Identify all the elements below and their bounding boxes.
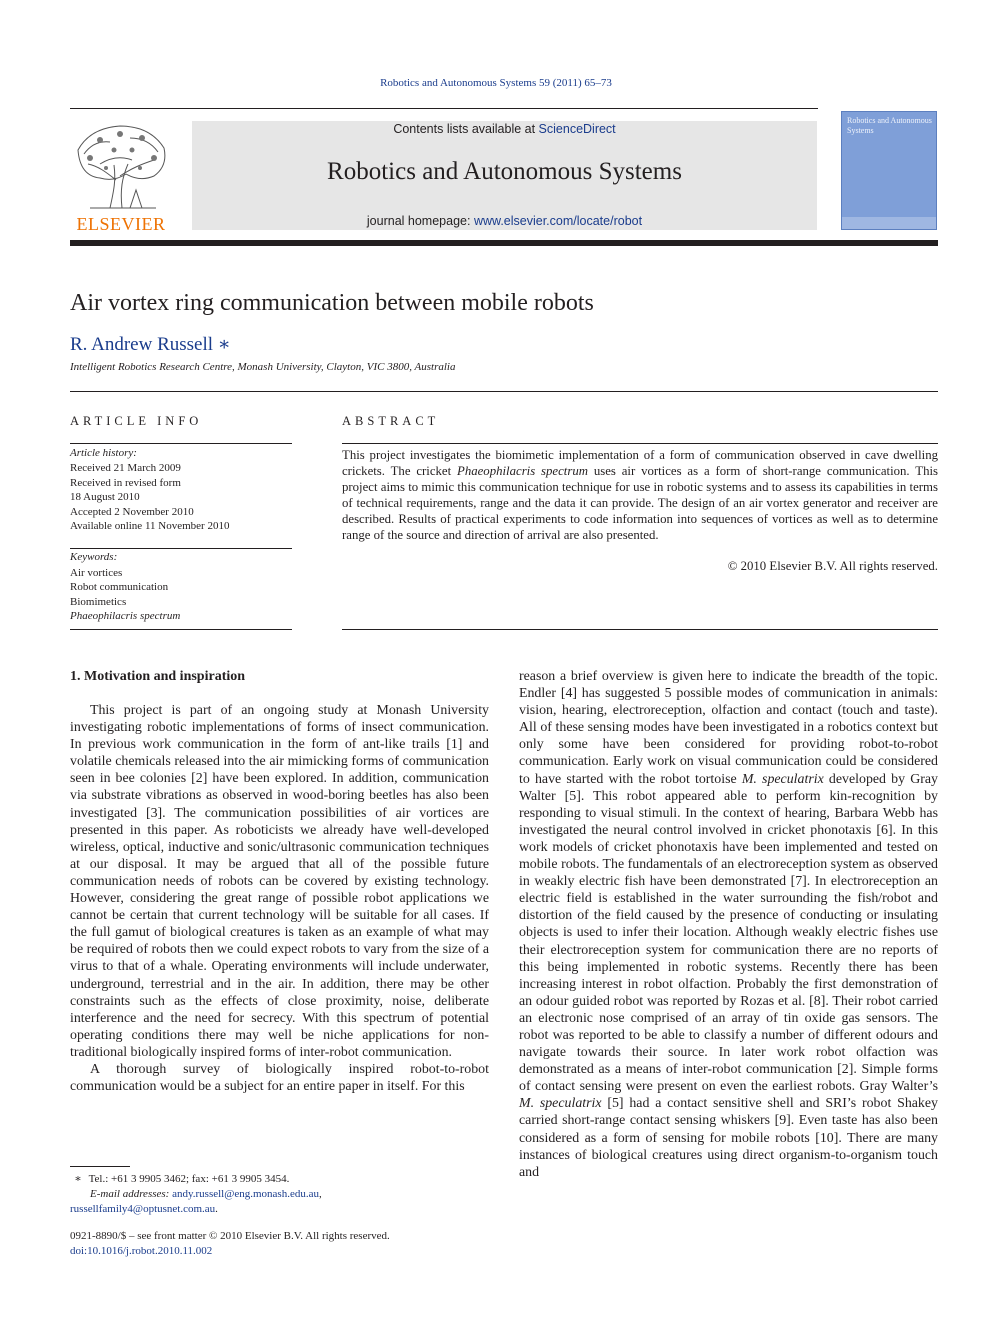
- contents-prefix: Contents lists available at: [393, 122, 539, 136]
- email-label: E-mail addresses:: [90, 1188, 170, 1200]
- cover-bar: [842, 217, 937, 229]
- paragraph: [519, 668, 938, 1181]
- abstract-rule: [342, 443, 938, 444]
- corresponding-author-footnote: [70, 1172, 489, 1217]
- paragraph-text: developed by Gray Walter [5]. This robot appeared able to perform kin-recognition by responding to visual stimuli. In the context of hearing, Barbara Webb has investigated the neural control involved in cricket phonotaxis [6]. In this work models of cricket phonotaxis have been implemented and tested on mobile robots. The fundamentals of an electroreception system as observed in weakly electric fish have been demonstrated [7]. In electroreception an electric field is established in the water surrounding the fish/robot and distortion of the field caused by the presence of conducting or insulating objects is used to infer their location. Although weakly electric fishes use their electroreception system for communication there are no reports of this being implemented in robotic systems. Recently there has been increasing interest in robot olfaction. Probably the first demonstration of an odour guided robot was reported by Rozas et al. [8]. Their robot carried an electronic nose comprised of an array of tin oxide gas sensors. The robot was reported to be able to classify a number of different odours and navigate towards their source. In later work robot olfaction was demonstrated as a means of inter-robot communication [2]. Simple forms of contact sensing were present on even the earliest robots. Gray Walter’s: [519, 771, 938, 1095]
- footnote-mark: ∗: [74, 1173, 82, 1185]
- keywords-label: Keywords:: [70, 551, 118, 563]
- article-history-list: [70, 461, 229, 534]
- history-item: Accepted 2 November 2010: [70, 505, 194, 518]
- footnote-emails-cont: russellfamily4@optusnet.com.au.: [70, 1203, 218, 1215]
- author-affiliation: Intelligent Robotics Research Centre, Monash University, Clayton, VIC 3800, Australia: [70, 361, 456, 373]
- article-info-end-rule: [70, 629, 292, 630]
- footnote-emails: E-mail addresses: andy.russell@eng.monash.edu.au,: [90, 1188, 322, 1200]
- keyword-item: Air vortices: [70, 567, 123, 579]
- elsevier-wordmark: ELSEVIER: [76, 214, 166, 234]
- paragraph-text: [5] had a contact sensitive shell and SRI’s robot Shakey carried short-range contact sensing whiskers [9]. Even taste has also been considered as a form of sensing for mobile robots [10]. There are many instances of biological creatures using direct organism-to-organism touch and: [519, 1096, 938, 1180]
- paragraph: This project is part of an ongoing study at Monash University investigating robotic implementations of forms of insect communication. In previous work communication in the form of ant-like trails [1] and volatile chemicals released into the air mimicking forms of communication seen in bee colonies [2] have been explored. In addition, communication via substrate vibrations as observed in wood-boring beetles has also been investigated [3]. The communication possibilities of air vortices are presented in this paper. As roboticists we already have well-developed wireless, optical, inductive and sonic/ultrasonic communication techniques at our disposal. It may be argued that all of the possible future communication needs of robots can be covered by existing technology. However, considering the great range of possible robot applications we cannot be certain that current technology will be suitable for all cases. If the full gamut of biological creatures is taken as an example of what may be required of robots then we could expect robots to vary from the size of a virus to that of a whale. Operating environments will include underwater, underground, terrestrial and in the air. In addition, there may be other constraints such as the effects of close proximity, noise, deliberate interference and the need for secrecy. With this spectrum of potential operating conditions there may well be niche applications for non-traditional biologically inspired forms of inter-robot communication.: [70, 703, 489, 1060]
- history-item: Available online 11 November 2010: [70, 520, 230, 532]
- keyword-item: Robot communication: [70, 581, 169, 594]
- header-thick-rule: [70, 240, 938, 246]
- species-name: M. speculatrix: [741, 771, 824, 787]
- footnote-rule: [70, 1166, 130, 1167]
- section-heading: 1. Motivation and inspiration: [70, 669, 246, 684]
- footnote-tel: Tel.: +61 3 9905 3462; fax: +61 3 9905 3454.: [88, 1173, 290, 1185]
- author-name-text[interactable]: R. Andrew Russell: [70, 334, 214, 355]
- keywords-rule: [70, 548, 292, 549]
- keyword-item: Biomimetics: [70, 595, 127, 608]
- article-history-label: Article history:: [70, 447, 137, 459]
- article-title: Air vortex ring communication between mobile robots: [70, 290, 594, 316]
- homepage-line: [192, 214, 817, 228]
- homepage-link[interactable]: www.elsevier.com/locate/robot: [473, 214, 643, 228]
- contents-line: [192, 122, 817, 136]
- email-link[interactable]: russellfamily4@optusnet.com.au: [70, 1203, 216, 1215]
- cover-title: Robotics and Autonomous Systems: [847, 116, 932, 135]
- paragraph-text: reason a brief overview is given here to indicate the breadth of the topic. Endler [4] has suggested 5 possible modes of communication in animals: vision, hearing, electroreception, olfaction and contact (touch and taste). All of these sensing modes have been investigated in a robotics context but only some have been considered for providing robot-to-robot communication. Early work on visual communication could be considered to have started with the robot tortoise: [519, 669, 938, 787]
- issn-line: 0921-8890/$ – see front matter © 2010 Elsevier B.V. All rights reserved.: [70, 1230, 390, 1242]
- article-info-rule: [70, 443, 292, 444]
- history-item: 18 August 2010: [70, 491, 140, 503]
- homepage-prefix: journal homepage:: [366, 214, 474, 228]
- author-name[interactable]: [70, 333, 231, 356]
- article-info-heading: ARTICLE INFO: [70, 414, 203, 428]
- author-footnote-mark[interactable]: ∗: [217, 334, 231, 355]
- front-matter-info: [70, 1229, 390, 1259]
- body-column-right: [519, 668, 938, 1181]
- journal-citation[interactable]: Robotics and Autonomous Systems 59 (2011) 65–73: [380, 77, 612, 89]
- journal-title: Robotics and Autonomous Systems: [327, 158, 682, 185]
- email-link[interactable]: andy.russell@eng.monash.edu.au: [172, 1188, 319, 1200]
- history-item: Received 21 March 2009: [70, 462, 181, 474]
- history-item: Received in revised form: [70, 476, 181, 489]
- footnote-contact: [70, 1172, 489, 1187]
- abstract-text-part: This project investigates the biomimetic implementation of a form of communication observed in cave dwelling crickets. The cricket: [342, 448, 938, 478]
- species-name: M. speculatrix: [519, 1096, 602, 1112]
- title-rule: [70, 391, 938, 392]
- abstract-species: Phaeophilacris spectrum: [457, 464, 588, 478]
- abstract-text: [342, 447, 938, 543]
- paragraph: A thorough survey of biologically inspired robot-to-robot communication would be a subject for an entire paper in itself. For this: [70, 1061, 489, 1095]
- journal-cover-thumbnail[interactable]: [841, 111, 937, 230]
- abstract-heading: ABSTRACT: [342, 414, 440, 428]
- keywords-list: [70, 566, 180, 623]
- abstract-end-rule: [342, 629, 938, 630]
- sciencedirect-link[interactable]: ScienceDirect: [538, 122, 616, 136]
- body-column-left: [70, 702, 489, 1095]
- keyword-item: Phaeophilacris spectrum: [70, 609, 181, 622]
- doi-link[interactable]: doi:10.1016/j.robot.2010.11.002: [70, 1245, 213, 1257]
- abstract-text-part: uses air vortices as a form of short-range communication. This project aims to mimic this communication technique for use in robotic systems and to assess its capabilities in terms of technical requirements, range and the data it can provide. The design of an air vortex generator and receiver are described. Results of practical experiments to code information into sequences of vortices as well as to determine range of the source and direction of arrival are also presented.: [342, 464, 938, 542]
- header-rule: [70, 108, 818, 109]
- abstract-copyright: © 2010 Elsevier B.V. All rights reserved.: [727, 559, 938, 573]
